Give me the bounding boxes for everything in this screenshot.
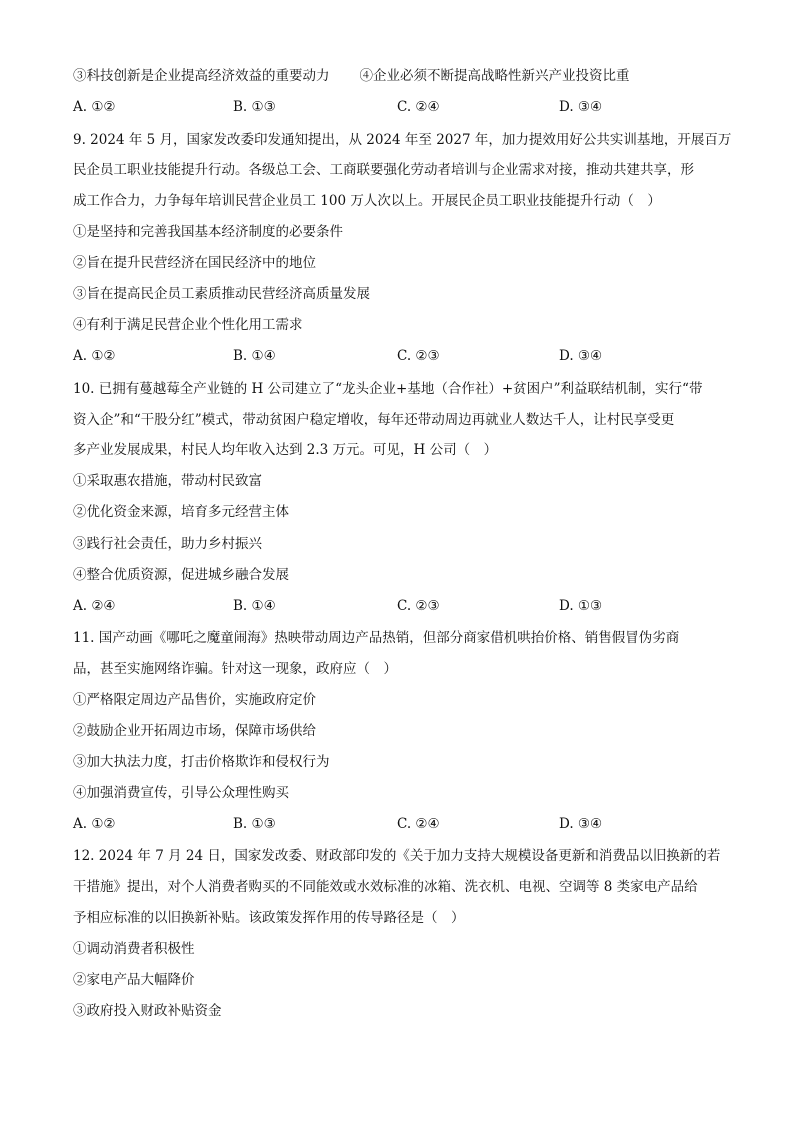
q10-choice-d[interactable]: D. ①③ bbox=[559, 598, 603, 614]
q8-choice-d[interactable]: D. ③④ bbox=[559, 99, 603, 115]
q9-stem-line-3: 成工作合力，力争每年培训民营企业员工 100 万人次以上。开展民企员工职业技能提升行动（ ） bbox=[73, 193, 661, 209]
q12-option-2: ②家电产品大幅降价 bbox=[73, 972, 195, 988]
q11-option-4: ④加强消费宣传，引导公众理性购买 bbox=[73, 785, 289, 801]
q9-stem-line-2: 民企员工职业技能提升行动。各级总工会、工商联要强化劳动者培训与企业需求对接，推动共建共享，形 bbox=[73, 162, 694, 178]
q10-option-3: ③践行社会责任，助力乡村振兴 bbox=[73, 536, 262, 552]
q9-option-2: ②旨在提升民营经济在国民经济中的地位 bbox=[73, 255, 316, 271]
q8-choice-a[interactable]: A. ①② bbox=[73, 99, 116, 115]
q12-option-3: ③政府投入财政补贴资金 bbox=[73, 1003, 222, 1019]
q9-choice-d[interactable]: D. ③④ bbox=[559, 348, 603, 364]
q11-option-1: ①严格限定周边产品售价，实施政府定价 bbox=[73, 692, 316, 708]
q11-stem-line-1: 11. 国产动画《哪吒之魔童闹海》热映带动周边产品热销，但部分商家借机哄抬价格、销售假冒伪劣商 bbox=[73, 630, 680, 646]
q10-choices bbox=[73, 596, 733, 616]
q8-option-4: ④企业必须不断提高战略性新兴产业投资比重 bbox=[359, 68, 630, 84]
q11-choice-b[interactable]: B. ①③ bbox=[233, 816, 276, 832]
q9-stem-line-1: 9. 2024 年 5 月，国家发改委印发通知提出，从 2024 年至 2027 年，加力提效用好公共实训基地，开展百万 bbox=[73, 132, 732, 148]
q9-option-1: ①是坚持和完善我国基本经济制度的必要条件 bbox=[73, 224, 343, 240]
q11-choices bbox=[73, 814, 733, 834]
q11-choice-d[interactable]: D. ③④ bbox=[559, 816, 603, 832]
q10-choice-b[interactable]: B. ①④ bbox=[233, 598, 276, 614]
q8-choices bbox=[73, 97, 733, 117]
q12-option-1: ①调动消费者积极性 bbox=[73, 941, 195, 957]
q10-choice-c[interactable]: C. ②③ bbox=[397, 598, 440, 614]
q10-option-1: ①采取惠农措施，带动村民致富 bbox=[73, 473, 262, 489]
q9-option-4: ④有利于满足民营企业个性化用工需求 bbox=[73, 317, 303, 333]
q12-stem-line-3: 予相应标准的以旧换新补贴。该政策发挥作用的传导路径是（ ） bbox=[73, 910, 465, 926]
q11-choice-c[interactable]: C. ②④ bbox=[397, 816, 440, 832]
q10-stem-line-3: 多产业发展成果，村民人均年收入达到 2.3 万元。可见，H 公司（ ） bbox=[73, 442, 498, 458]
q10-choice-a[interactable]: A. ②④ bbox=[73, 598, 116, 614]
q10-stem-line-1: 10. 已拥有蔓越莓全产业链的 H 公司建立了“龙头企业+基地（合作社）+贫困户”利益联结机制，实行“带 bbox=[73, 381, 703, 397]
q11-option-3: ③加大执法力度，打击价格欺诈和侵权行为 bbox=[73, 754, 330, 770]
q12-stem-line-1: 12. 2024 年 7 月 24 日，国家发改委、财政部印发的《关于加力支持大规模设备更新和消费品以旧换新的若 bbox=[73, 848, 721, 864]
q10-option-4: ④整合优质资源，促进城乡融合发展 bbox=[73, 567, 289, 583]
q8-choice-b[interactable]: B. ①③ bbox=[233, 99, 276, 115]
q8-choice-c[interactable]: C. ②④ bbox=[397, 99, 440, 115]
q9-choices bbox=[73, 346, 733, 366]
q11-option-2: ②鼓励企业开拓周边市场，保障市场供给 bbox=[73, 723, 316, 739]
q8-options-row bbox=[73, 66, 733, 86]
q10-option-2: ②优化资金来源，培育多元经营主体 bbox=[73, 504, 289, 520]
q12-stem-line-2: 干措施》提出，对个人消费者购买的不同能效或水效标准的冰箱、洗衣机、电视、空调等 8 类家电产品给 bbox=[73, 879, 698, 895]
q9-choice-a[interactable]: A. ①② bbox=[73, 348, 116, 364]
q11-stem-line-2: 品，甚至实施网络诈骗。针对这一现象，政府应（ ） bbox=[73, 661, 397, 677]
q9-choice-c[interactable]: C. ②③ bbox=[397, 348, 440, 364]
q9-choice-b[interactable]: B. ①④ bbox=[233, 348, 276, 364]
q9-option-3: ③旨在提高民企员工素质推动民营经济高质量发展 bbox=[73, 286, 370, 302]
q11-choice-a[interactable]: A. ①② bbox=[73, 816, 116, 832]
q10-stem-line-2: 资入企”和“干股分红”模式，带动贫困户稳定增收，每年还带动周边再就业人数达千人，让村民享受更 bbox=[73, 412, 675, 428]
q8-option-3: ③科技创新是企业提高经济效益的重要动力 bbox=[73, 68, 330, 84]
